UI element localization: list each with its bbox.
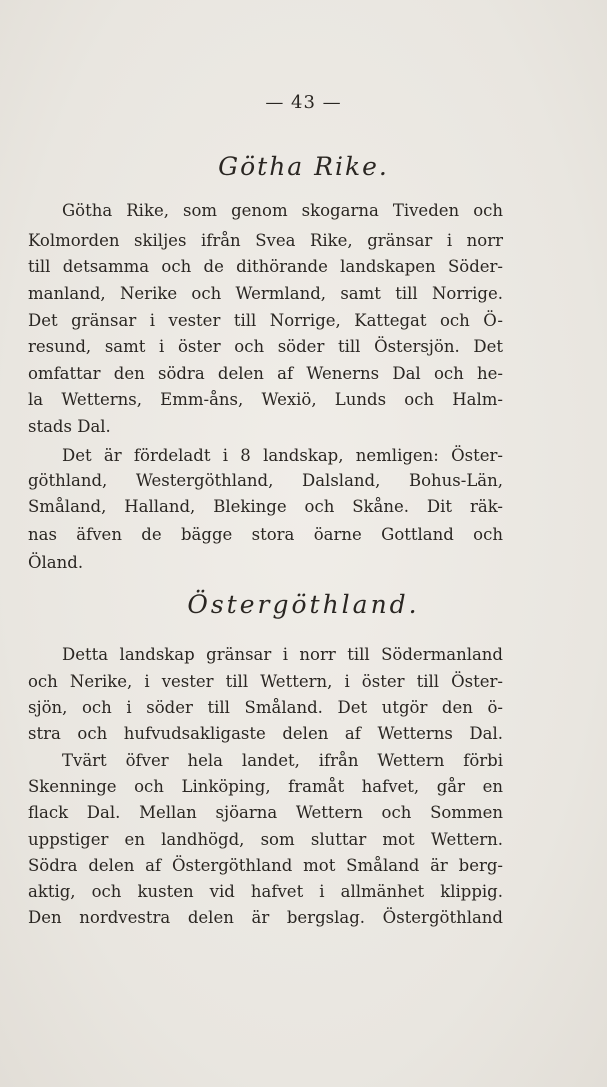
text-line: Det är fördeladt i 8 landskap, nemligen: Öster-: [62, 446, 503, 465]
section-heading-gotha-rike: Götha Rike.: [218, 152, 389, 181]
text-line: till detsamma och de dithörande landskapen Söder-: [28, 257, 503, 276]
text-line: sjön, och i söder till Småland. Det utgör den ö-: [28, 698, 503, 717]
text-line: och Nerike, i vester till Wettern, i öster till Öster-: [28, 672, 503, 691]
text-line: resund, samt i öster och söder till Östersjön. Det: [28, 337, 503, 356]
page-number: — 43 —: [265, 92, 342, 113]
text-line: Tvärt öfver hela landet, ifrån Wettern förbi: [62, 751, 503, 770]
text-line: göthland, Westergöthland, Dalsland, Bohus-Län,: [28, 471, 503, 490]
text-line: Kolmorden skiljes ifrån Svea Rike, gränsar i norr: [28, 231, 503, 250]
text-line: Den nordvestra delen är bergslag. Östergöthland: [28, 908, 503, 927]
text-line: Skenninge och Linköping, framåt hafvet, går en: [28, 777, 503, 796]
text-line: aktig, och kusten vid hafvet i allmänhet klippig.: [28, 882, 503, 901]
text-line: omfattar den södra delen af Wenerns Dal och he-: [28, 364, 503, 383]
text-line: Öland.: [28, 553, 84, 572]
text-line: manland, Nerike och Wermland, samt till Norrige.: [28, 284, 503, 303]
text-line: Småland, Halland, Blekinge och Skåne. Dit räk-: [28, 497, 503, 516]
text-line: stra och hufvudsakligaste delen af Wetterns Dal.: [28, 724, 503, 743]
text-line: Detta landskap gränsar i norr till Södermanland: [62, 645, 503, 664]
text-line: nas äfven de bägge stora öarne Gottland och: [28, 525, 503, 544]
text-line: la Wetterns, Emm-åns, Wexiö, Lunds och Halm-: [28, 390, 503, 409]
text-line: flack Dal. Mellan sjöarna Wettern och Sommen: [28, 803, 503, 822]
text-line: Götha Rike, som genom skogarna Tiveden och: [62, 201, 503, 220]
text-line: stads Dal.: [28, 417, 111, 436]
text-line: uppstiger en landhögd, som sluttar mot Wettern.: [28, 830, 503, 849]
section-heading-ostergothland: Östergöthland.: [187, 590, 420, 619]
text-line: Det gränsar i vester till Norrige, Kattegat och Ö-: [28, 311, 503, 330]
text-line: Södra delen af Östergöthland mot Småland är berg-: [28, 856, 503, 875]
